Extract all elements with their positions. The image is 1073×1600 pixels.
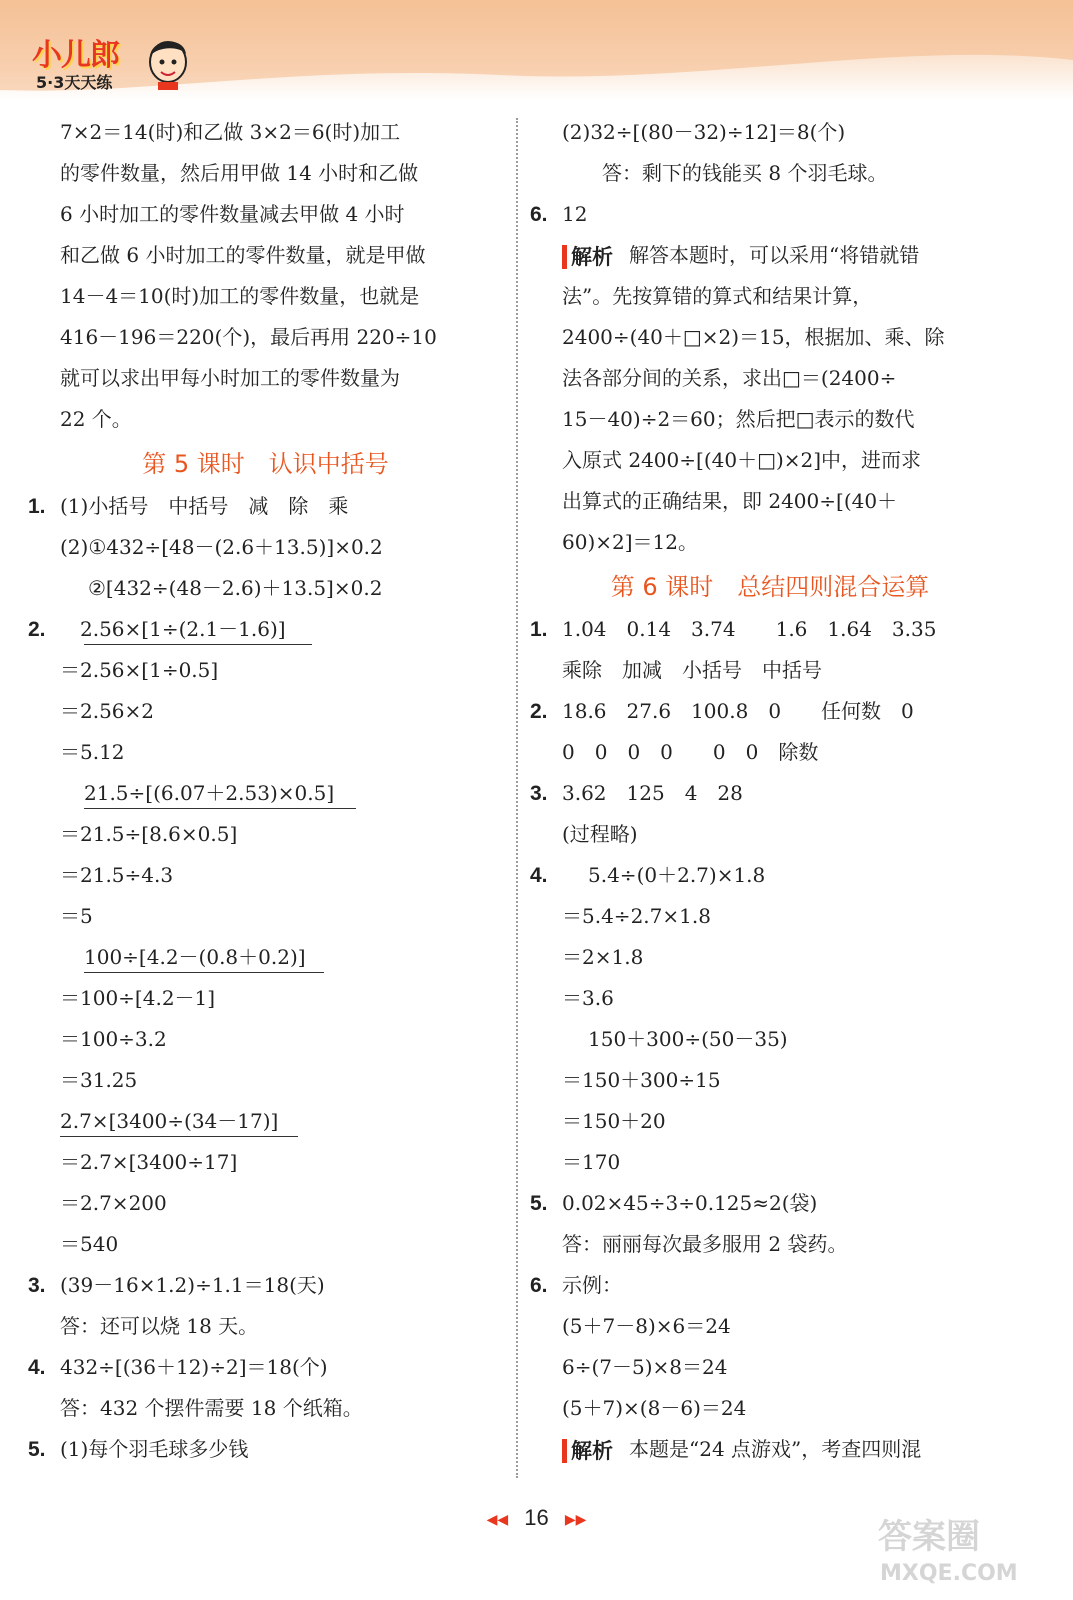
calc-line: ＝2.56×[1÷0.5] — [60, 658, 219, 682]
calc-line: 2.56×[1÷(2.1－1.6)] — [80, 617, 286, 641]
underline-mark — [84, 644, 312, 645]
calc-line: ＝5 — [60, 904, 93, 928]
question-number: 5. — [530, 1192, 548, 1215]
analysis-text: 解答本题时，可以采用“将错就错 — [629, 243, 920, 267]
answer-text: 3.62 125 4 28 — [562, 781, 743, 805]
answer-text: 18.6 27.6 100.8 0 任何数 0 — [562, 699, 914, 723]
answer-line: (2)32÷[(80－32)÷12]＝8(个) — [562, 120, 846, 144]
calc-line: ＝100÷[4.2－1] — [60, 986, 216, 1010]
question-4 — [28, 1347, 503, 1388]
question-4 — [530, 855, 1010, 896]
analysis-line: 入原式 2400÷[(40＋□)×2]中，进而求 — [562, 448, 922, 472]
calc-text: 21.5÷[(6.07＋2.53)×0.5] — [84, 781, 335, 805]
calc-line: ＝2.7×200 — [60, 1191, 167, 1215]
answer-line: 乘除 加减 小括号 中括号 — [562, 658, 822, 682]
logo-subtitle: 5·3天天练 — [36, 73, 113, 92]
boy-mascot-icon — [144, 32, 192, 90]
calc-line — [28, 773, 503, 814]
calc-line: 150＋300÷(50－35) — [588, 1027, 788, 1051]
question-5 — [28, 1429, 503, 1470]
answer-line: 答：432 个摆件需要 18 个纸箱。 — [60, 1396, 363, 1420]
analysis-line — [530, 1429, 1010, 1470]
answer-text: 12 — [562, 202, 588, 226]
calc-text: 100÷[4.2－(0.8＋0.2)] — [84, 945, 306, 969]
question-number: 2. — [530, 700, 548, 723]
answer-line: 答：丽丽每次最多服用 2 袋药。 — [562, 1232, 848, 1256]
answer-text: 0.02×45÷3÷0.125≈2(袋) — [562, 1191, 818, 1215]
calc-line: ＝150＋20 — [562, 1109, 666, 1133]
brand-logo — [22, 22, 192, 94]
calc-line: ＝3.6 — [562, 986, 614, 1010]
calc-line: 6÷(7－5)×8＝24 — [562, 1355, 728, 1379]
underline-mark — [60, 1136, 298, 1137]
answer-line: (2)①432÷[48－(2.6＋13.5)]×0.2 — [60, 535, 383, 559]
calc-line: ＝21.5÷4.3 — [60, 863, 174, 887]
analysis-line: 2400÷(40＋□×2)＝15，根据加、乘、除 — [562, 325, 945, 349]
question-2 — [28, 609, 503, 650]
question-number: 4. — [530, 864, 548, 887]
text-line: 14－4＝10(时)加工的零件数量，也就是 — [60, 284, 420, 308]
answer-text: 432÷[(36＋12)÷2]＝18(个) — [60, 1355, 328, 1379]
analysis-line: 出算式的正确结果，即 2400÷[(40＋ — [562, 489, 898, 513]
question-number: 1. — [28, 495, 46, 518]
question-1 — [28, 486, 503, 527]
analysis-line: 15－40)÷2＝60；然后把□表示的数代 — [562, 407, 915, 431]
section-title: 第 5 课时 认识中括号 — [142, 450, 389, 478]
text-line: 22 个。 — [60, 407, 132, 431]
calc-text: 2.7×[3400÷(34－17)] — [60, 1109, 279, 1133]
calc-line: ＝5.12 — [60, 740, 125, 764]
underline-mark — [84, 808, 356, 809]
column-divider — [516, 118, 518, 1478]
prev-arrows-icon: ◀◀ — [486, 1510, 509, 1527]
analysis-line: 法”。先按算错的算式和结果计算， — [562, 284, 873, 308]
question-6 — [530, 194, 1010, 235]
watermark-logo — [868, 1508, 1043, 1588]
question-2 — [530, 691, 1010, 732]
question-1 — [530, 609, 1010, 650]
answer-line: 答：剩下的钱能买 8 个羽毛球。 — [602, 161, 888, 185]
question-number: 4. — [28, 1356, 46, 1379]
watermark-line1: 答案圈 — [878, 1517, 980, 1557]
calc-line: ＝31.25 — [60, 1068, 138, 1092]
text-line: 416－196＝220(个)，最后再用 220÷10 — [60, 325, 437, 349]
analysis-tag: 解析 — [562, 245, 613, 269]
answer-text: 示例： — [562, 1273, 622, 1297]
calc-line: ＝170 — [562, 1150, 621, 1174]
calc-line: ＝2.56×2 — [60, 699, 155, 723]
logo-title: 小儿郎 — [32, 38, 119, 73]
analysis-line: 法各部分间的关系，求出□＝(2400÷ — [562, 366, 897, 390]
watermark-line2: MXQE.COM — [880, 1561, 1018, 1586]
calc-line — [28, 1101, 503, 1142]
page-header — [0, 0, 1073, 100]
answer-text: (1)小括号 中括号 减 除 乘 — [60, 494, 349, 518]
analysis-line: 60)×2]＝12。 — [562, 530, 698, 554]
answer-text: 1.04 0.14 3.74 1.6 1.64 3.35 — [562, 617, 937, 641]
text-line: 和乙做 6 小时加工的零件数量，就是甲做 — [60, 243, 426, 267]
left-column — [28, 112, 503, 1470]
calc-line: ＝540 — [60, 1232, 119, 1256]
calc-line: ＝100÷3.2 — [60, 1027, 167, 1051]
answer-line: 0 0 0 0 0 0 除数 — [562, 740, 819, 764]
analysis-text: 本题是“24 点游戏”，考查四则混 — [629, 1437, 922, 1461]
calc-line: (5＋7)×(8－6)＝24 — [562, 1396, 747, 1420]
text-line: 的零件数量，然后用甲做 14 小时和乙做 — [60, 161, 419, 185]
analysis-line — [530, 235, 1010, 276]
text-line: 7×2＝14(时)和乙做 3×2＝6(时)加工 — [60, 120, 401, 144]
right-column — [530, 112, 1010, 1470]
calc-line: ＝150＋300÷15 — [562, 1068, 721, 1092]
calc-line: ＝2×1.8 — [562, 945, 644, 969]
calc-line: ＝2.7×[3400÷17] — [60, 1150, 238, 1174]
section-title: 第 6 课时 总结四则混合运算 — [610, 573, 930, 601]
next-arrows-icon: ▶▶ — [564, 1510, 587, 1527]
answer-line: ②[432÷(48－2.6)＋13.5]×0.2 — [88, 576, 383, 600]
analysis-tag: 解析 — [562, 1439, 613, 1463]
question-3 — [530, 773, 1010, 814]
calc-line — [28, 937, 503, 978]
question-number: 6. — [530, 1274, 548, 1297]
text-line: 就可以求出甲每小时加工的零件数量为 — [60, 366, 400, 390]
question-number: 1. — [530, 618, 548, 641]
question-6 — [530, 1265, 1010, 1306]
page-number: 16 — [524, 1505, 549, 1530]
calc-line: (5＋7－8)×6＝24 — [562, 1314, 731, 1338]
question-number: 5. — [28, 1438, 46, 1461]
calc-line: ＝5.4÷2.7×1.8 — [562, 904, 711, 928]
text-line: 6 小时加工的零件数量减去甲做 4 小时 — [60, 202, 405, 226]
question-number: 2. — [28, 618, 46, 641]
answer-text: (39－16×1.2)÷1.1＝18(天) — [60, 1273, 325, 1297]
question-3 — [28, 1265, 503, 1306]
calc-line: ＝21.5÷[8.6×0.5] — [60, 822, 238, 846]
underline-mark — [84, 972, 324, 973]
answer-line: 答：还可以烧 18 天。 — [60, 1314, 259, 1338]
question-number: 6. — [530, 203, 548, 226]
question-number: 3. — [530, 782, 548, 805]
calc-line: 5.4÷(0＋2.7)×1.8 — [588, 863, 766, 887]
answer-text: (1)每个羽毛球多少钱 — [60, 1437, 249, 1461]
question-number: 3. — [28, 1274, 46, 1297]
question-5 — [530, 1183, 1010, 1224]
answer-line: (过程略) — [562, 822, 638, 846]
